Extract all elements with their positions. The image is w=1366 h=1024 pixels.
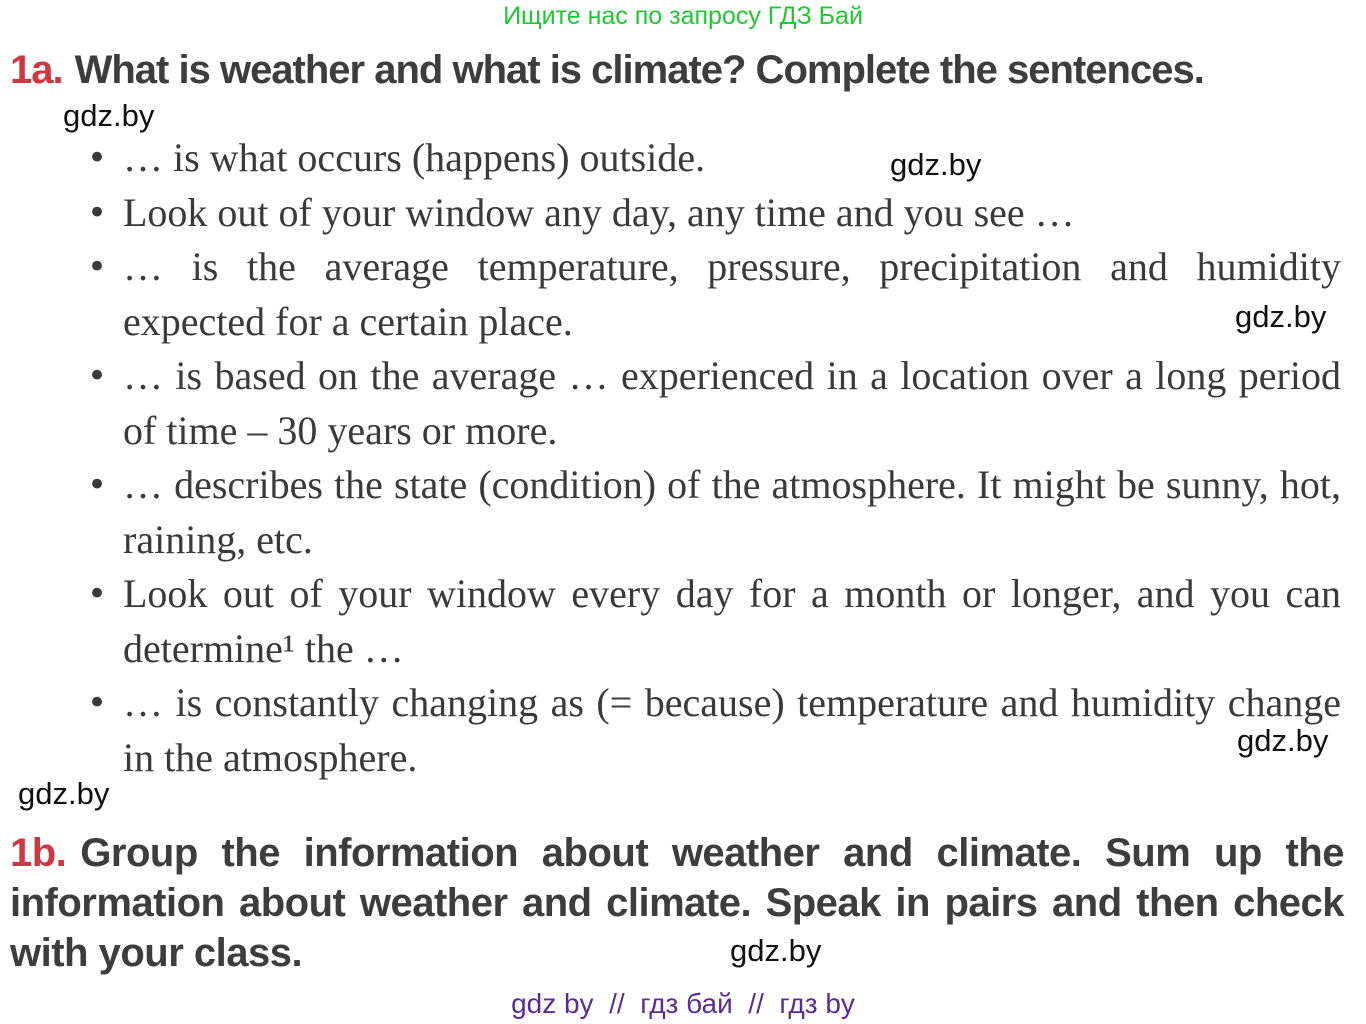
watermark-gdzby: gdz.by xyxy=(18,776,110,811)
sentence-text: … is what occurs (happens) outside. xyxy=(123,135,706,180)
watermark-gdzby: gdz.by xyxy=(1237,723,1329,758)
list-item xyxy=(87,567,1341,676)
sentence-list xyxy=(87,131,1341,785)
list-item xyxy=(87,458,1341,567)
sentence-text: … describes the state (condition) of the atmosphere. It might be sunny, hot, raining, etc. xyxy=(123,462,1341,562)
watermark-gdzby: gdz.by xyxy=(63,98,155,133)
sentence-text: … is based on the average … experienced in a location over a long period of time – 30 years or more. xyxy=(123,353,1341,453)
list-item xyxy=(87,131,1341,186)
task-1a-heading xyxy=(10,48,1344,93)
task-1b-number: 1b. xyxy=(10,831,67,875)
sentence-text: Look out of your window every day for a month or longer, and you can determine¹ the … xyxy=(123,571,1341,671)
task-1a-number: 1a. xyxy=(10,48,63,92)
task-1a-title: What is weather and what is climate? Complete the sentences. xyxy=(74,48,1204,92)
task-1b-title: Group the information about weather and climate. Sum up the information about weather and climate. Speak in pairs and then check with your class. xyxy=(10,831,1344,975)
watermark-gdzby: gdz.by xyxy=(890,147,982,182)
sentence-text: … is constantly changing as (= because) temperature and humidity change in the atmosphere. xyxy=(123,680,1341,780)
bullet-dot-icon: • xyxy=(87,683,108,723)
list-item xyxy=(87,240,1341,349)
list-item xyxy=(87,349,1341,458)
watermark-gdzby: gdz.by xyxy=(730,933,822,968)
promo-banner: Ищите нас по запросу ГДЗ Бай xyxy=(503,2,863,30)
bullet-dot-icon: • xyxy=(87,192,108,233)
bullet-dot-icon: • xyxy=(87,574,108,614)
bullet-dot-icon: • xyxy=(87,356,108,396)
bullet-dot-icon: • xyxy=(87,465,108,505)
list-item xyxy=(87,186,1341,241)
list-item xyxy=(87,676,1341,785)
bullet-dot-icon: • xyxy=(87,247,108,287)
footer-links: gdz by // гдз бай // гдз by xyxy=(511,988,855,1019)
bullet-dot-icon: • xyxy=(87,138,108,178)
task-1b-heading xyxy=(10,828,1344,978)
sentence-text: Look out of your window any day, any time and you see … xyxy=(123,189,1075,235)
sentence-text: … is the average temperature, pressure, precipitation and humidity expected for a certain place. xyxy=(123,244,1341,344)
watermark-gdzby: gdz.by xyxy=(1235,299,1327,334)
